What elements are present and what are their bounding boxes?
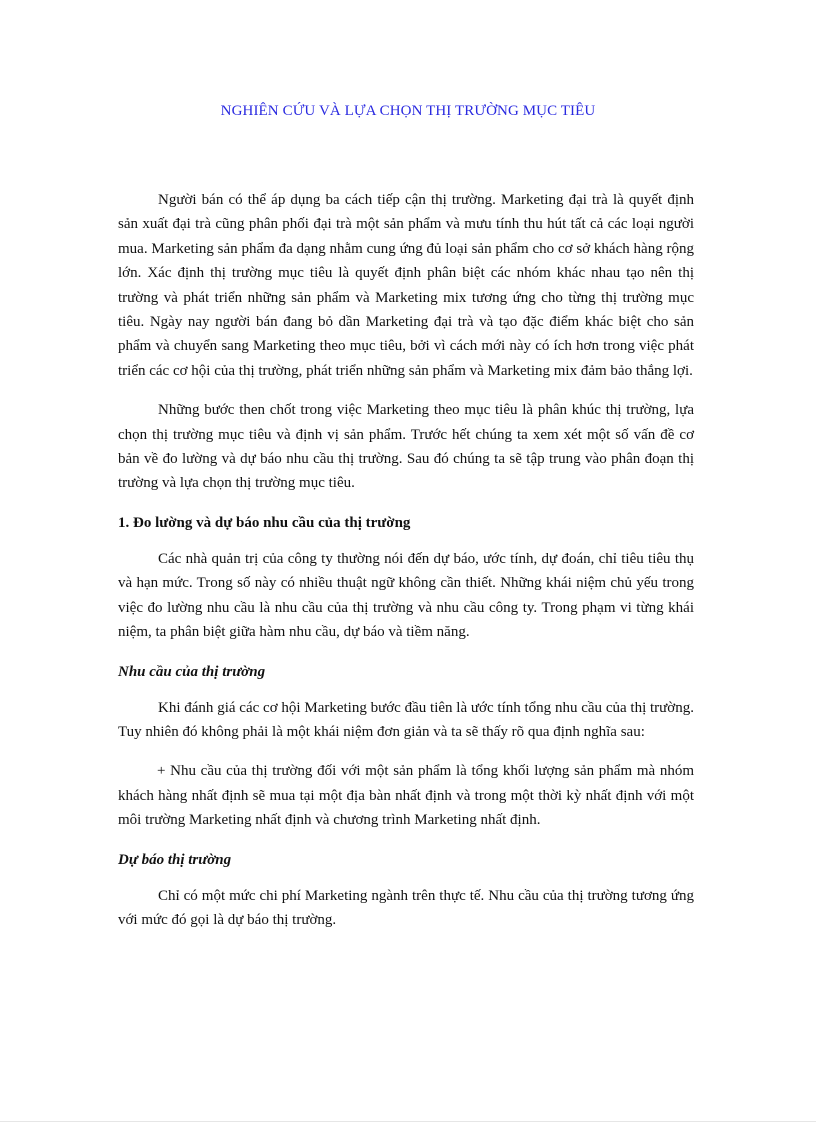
subsection-paragraph-market-forecast: Chỉ có một mức chi phí Marketing ngành trên thực tế. Nhu cầu của thị trường tương ứng với mức đó gọi là dự báo thị trường. [118, 887, 694, 928]
page-bottom-edge [0, 1121, 816, 1122]
subsection-heading-market-forecast: Dự báo thị trường [118, 851, 232, 868]
intro-paragraph-1: Người bán có thể áp dụng ba cách tiếp cận thị trường. Marketing đại trà là quyết định sản xuất đại trà cũng phân phối đại trà một sản phẩm và mưu tính thu hút tất cả các loại người mua. Marketing sản phẩm đa dạng nhằm cung ứng đủ loại sản phẩm cho cơ sở khách hàng rộng lớn. Xác định thị trường mục tiêu là quyết định phân biệt các nhóm khác nhau tạo nên thị trường và phát triển những sản phẩm và Marketing mix tương ứng cho từng thị trường mục tiêu. Ngày nay người bán đang bỏ dần Marketing đại trà và tạo đặc điểm khác biệt cho sản phẩm và chuyển sang Marketing theo mục tiêu, bởi vì cách mới này có ích hơn trong việc phát triển các cơ hội của thị trường, phát triển những sản phẩm và Marketing mix đảm bảo thắng lợi. [118, 192, 694, 379]
section-heading-measurement: 1. Đo lường và dự báo nhu cầu của thị trường [118, 514, 411, 531]
subsection-heading-market-demand: Nhu cầu của thị trường [118, 663, 266, 680]
document-body [118, 188, 694, 947]
subsection-paragraph-market-demand: Khi đánh giá các cơ hội Marketing bước đầu tiên là ước tính tổng nhu cầu của thị trường. Tuy nhiên đó không phải là một khái niệm đơn giản và ta sẽ thấy rõ qua định nghĩa sau: [118, 699, 694, 740]
page-title: NGHIÊN CỨU VÀ LỰA CHỌN THỊ TRƯỜNG MỤC TIÊU [220, 103, 596, 119]
section-paragraph-measurement: Các nhà quản trị của công ty thường nói đến dự báo, ước tính, dự đoán, chỉ tiêu tiêu thụ và hạn mức. Trong số này có nhiều thuật ngữ không cần thiết. Những khái niệm chủ yếu trong việc đo lường nhu cầu là nhu cầu của thị trường và nhu cầu công ty. Trong phạm vi từng khái niệm, ta phân biệt giữa hàm nhu cầu, dự báo và tiềm năng. [118, 550, 694, 641]
intro-paragraph-2: Những bước then chốt trong việc Marketing theo mục tiêu là phân khúc thị trường, lựa chọn thị trường mục tiêu và định vị sản phẩm. Trước hết chúng ta xem xét một số vấn đề cơ bản về đo lường và dự báo nhu cầu thị trường. Sau đó chúng ta sẽ tập trung vào phân đoạn thị trường và lựa chọn thị trường mục tiêu. [118, 402, 694, 492]
definition-bullet: + Nhu cầu của thị trường đối với một sản phẩm là tổng khối lượng sản phẩm mà nhóm khách hàng nhất định sẽ mua tại một địa bàn nhất định và trong một thời kỳ nhất định với một môi trường Marketing nhất định và chương trình Marketing nhất định. [118, 763, 694, 829]
